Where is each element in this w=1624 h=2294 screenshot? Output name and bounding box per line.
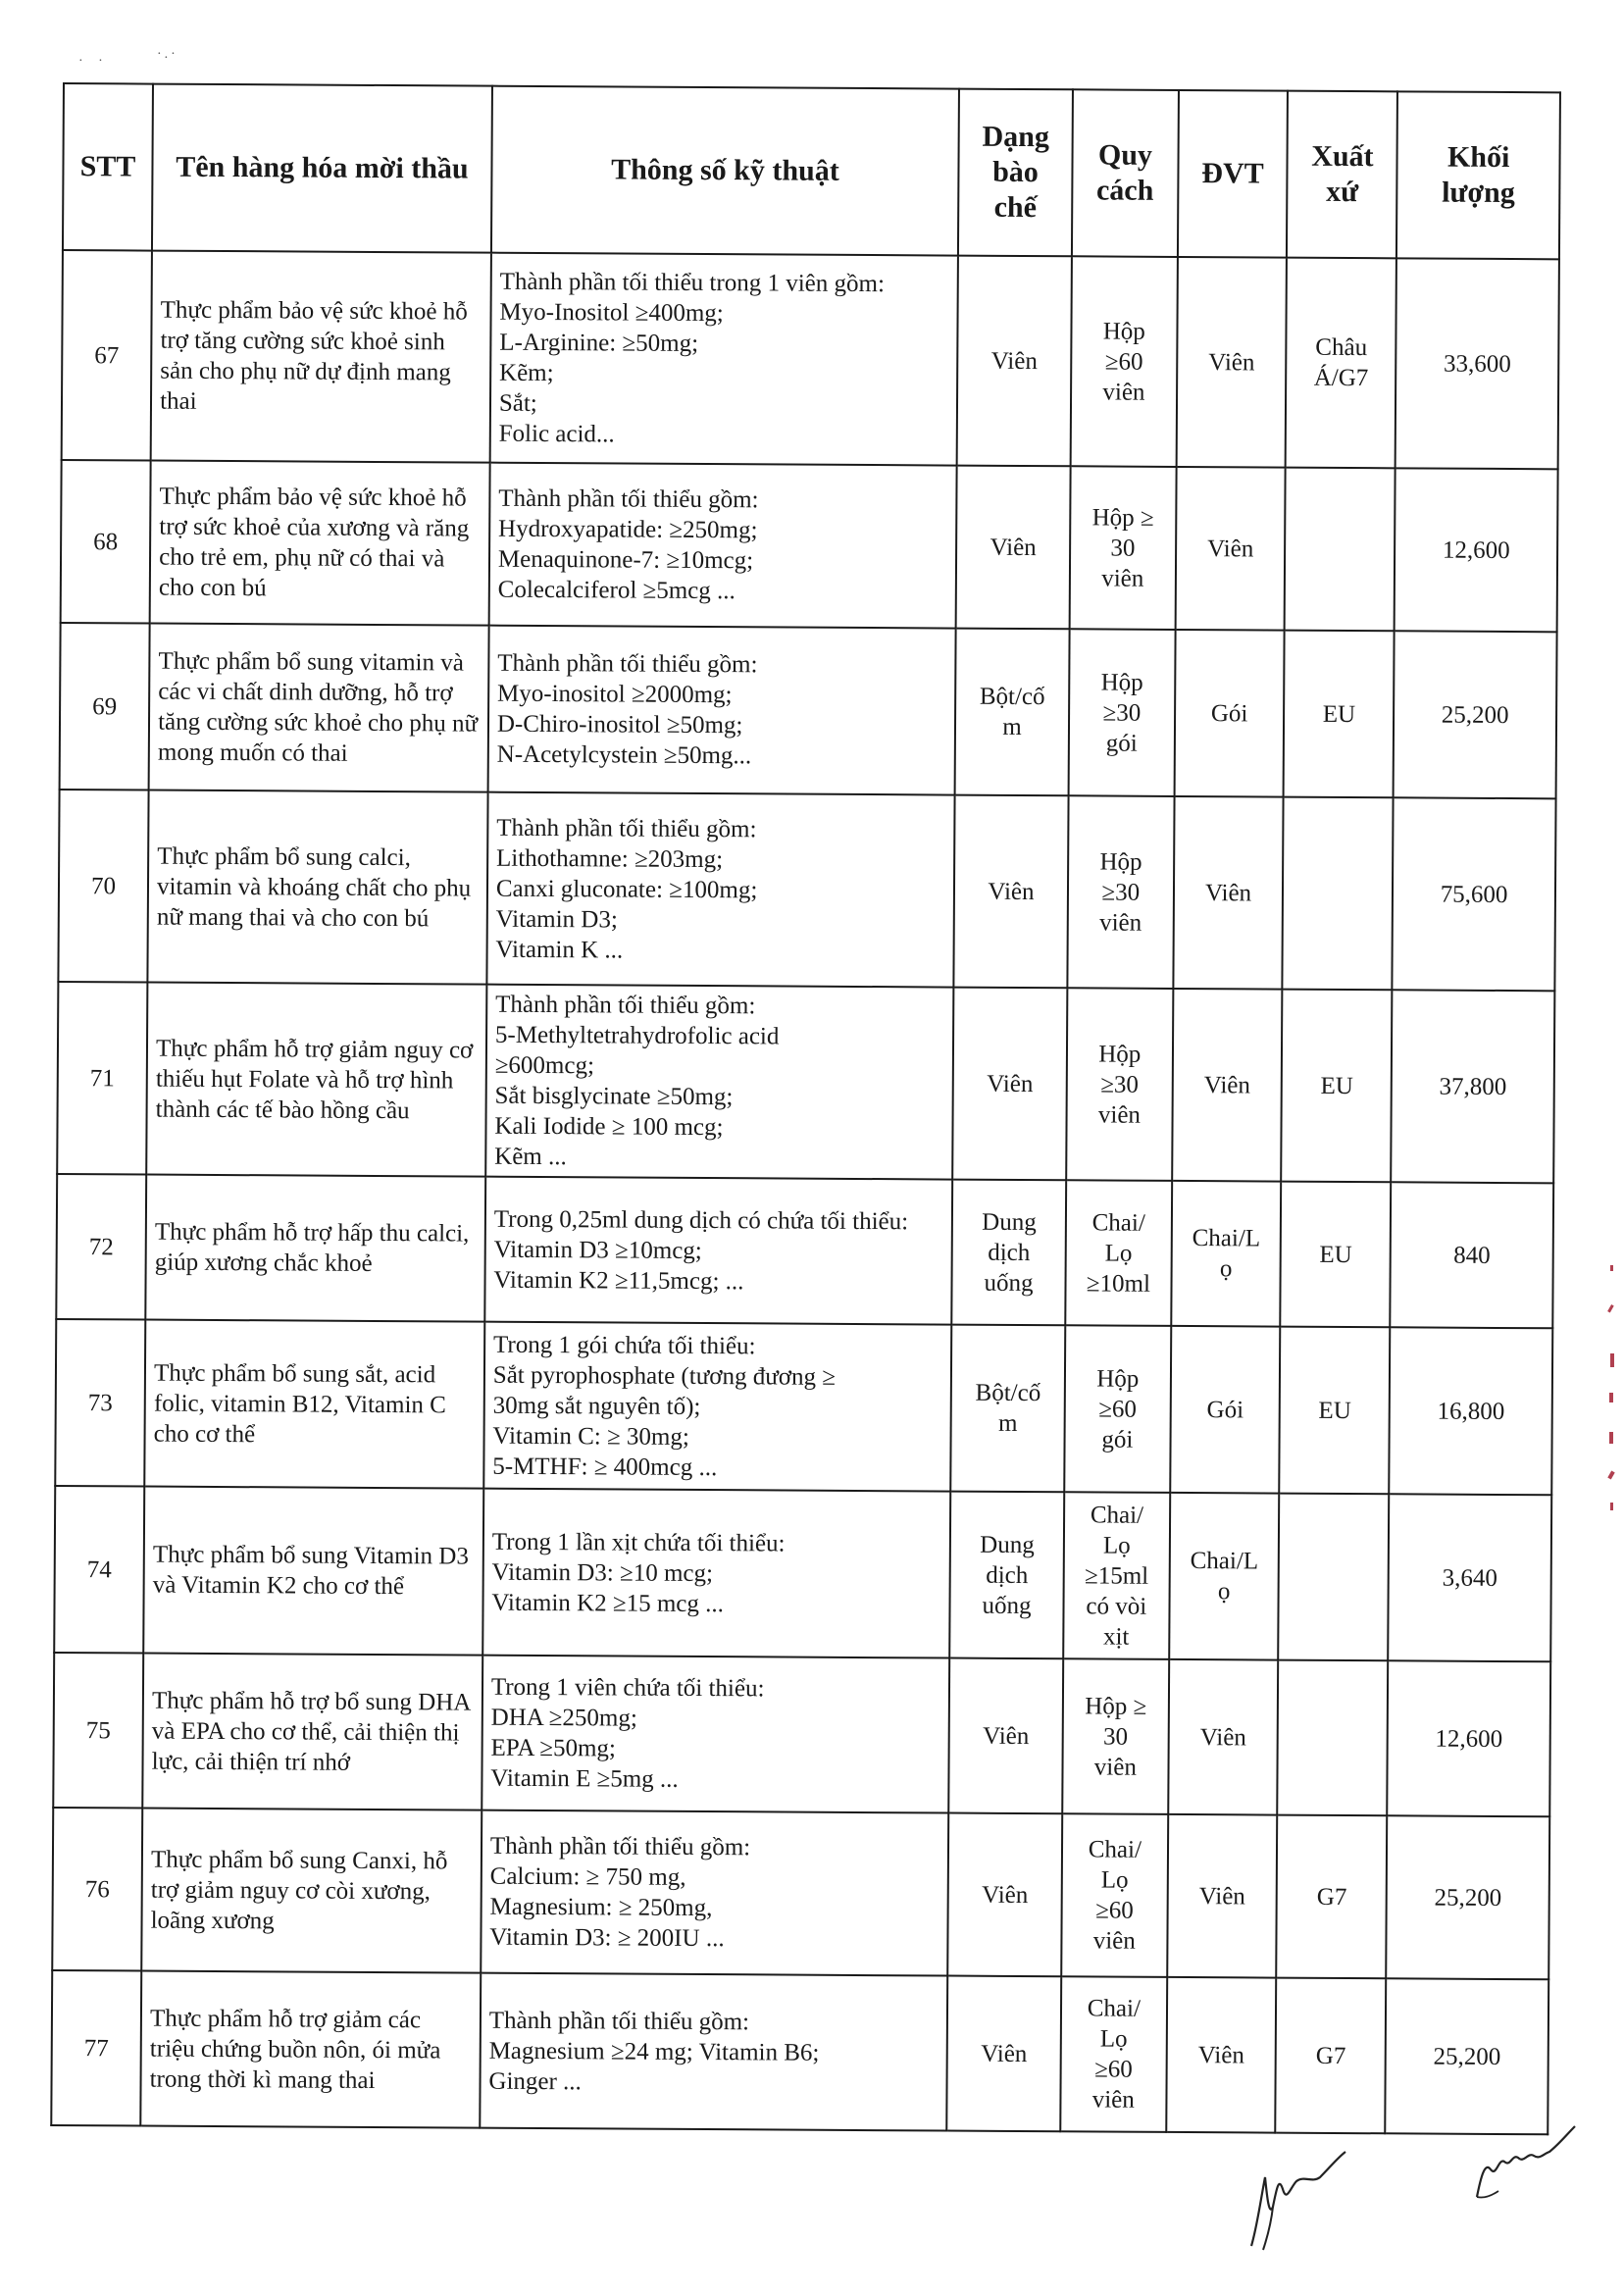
row-pack: Hộp ≥60 gói <box>1064 1325 1171 1493</box>
row-spec: Trong 1 gói chứa tối thiểu: Sắt pyrophosphate (tương đương ≥ 30mg sắt nguyên tố); Vitamin C: ≥ 30mg; 5-MTHF: ≥ 400mcg ... <box>483 1322 951 1492</box>
row-unit: Viên <box>1166 1977 1277 2133</box>
header-stt: STT <box>63 83 153 251</box>
row-form: Dung dịch uống <box>951 1180 1066 1326</box>
row-pack: Chai/ Lọ ≥60 viên <box>1061 1813 1168 1977</box>
row-stt: 68 <box>61 460 151 624</box>
row-stt: 71 <box>57 982 147 1175</box>
row-spec: Trong 1 lần xịt chứa tối thiểu: Vitamin D3: ≥10 mcg; Vitamin K2 ≥15 mcg ... <box>482 1489 950 1658</box>
row-unit: Chai/L ọ <box>1169 1493 1280 1660</box>
row-unit: Viên <box>1172 989 1283 1182</box>
row-item-name: Thực phẩm hỗ trợ bổ sung DHA và EPA cho cơ thể, cải thiện thị lực, cải thiện trí nhớ <box>142 1654 482 1810</box>
row-origin: EU <box>1280 1327 1391 1495</box>
row-form: Viên <box>947 1813 1062 1977</box>
row-pack: Hộp ≥30 gói <box>1069 629 1176 796</box>
row-form: Viên <box>953 795 1068 989</box>
header-origin: Xuất xứ <box>1287 91 1397 259</box>
row-spec: Thành phần tối thiểu gồm: Myo-inositol ≥2000mg; D-Chiro-inositol ≥50mg; N-Acetylcystein ≥50mg... <box>487 626 955 795</box>
row-stt: 74 <box>54 1486 144 1654</box>
table-row <box>54 1486 1551 1661</box>
row-spec: Thành phần tối thiểu gồm: Hydroxyapatide: ≥250mg; Menaquinone-7: ≥10mcg; Colecalciferol ≥5mcg ... <box>489 463 957 629</box>
row-origin: EU <box>1284 631 1395 798</box>
row-form: Bột/cố m <box>955 629 1070 796</box>
row-spec: Thành phần tối thiểu gồm: 5-Methyltetrahydrofolic acid ≥600mcg; Sắt bisglycinate ≥50mg; Kali Iodide ≥ 100 mcg; Kẽm ... <box>485 985 953 1180</box>
header-name: Tên hàng hóa mời thầu <box>152 84 492 253</box>
row-unit: Viên <box>1175 467 1286 631</box>
signature-1 <box>1243 2148 1351 2256</box>
row-origin <box>1279 1494 1390 1661</box>
row-item-name: Thực phẩm bổ sung calci, vitamin và khoáng chất cho phụ nữ mang thai và cho con bú <box>147 790 487 985</box>
row-unit: Chai/L ọ <box>1171 1181 1282 1327</box>
row-quantity: 25,200 <box>1394 631 1557 798</box>
row-origin <box>1283 797 1394 991</box>
row-pack: Hộp ≥30 viên <box>1066 988 1173 1181</box>
row-pack: Hộp ≥ 30 viên <box>1062 1658 1169 1814</box>
table-header-row <box>63 83 1560 259</box>
row-origin <box>1278 1660 1389 1816</box>
row-stt: 73 <box>55 1319 145 1487</box>
table-row <box>61 460 1558 632</box>
row-pack: Chai/ Lọ ≥15ml có vòi xịt <box>1063 1492 1170 1659</box>
row-quantity: 25,200 <box>1386 1978 1549 2134</box>
row-spec: Trong 1 viên chứa tối thiểu: DHA ≥250mg; EPA ≥50mg; Vitamin E ≥5mg ... <box>482 1656 949 1813</box>
row-origin: EU <box>1281 1182 1392 1328</box>
row-unit: Viên <box>1167 1814 1278 1978</box>
row-form: Bột/cố m <box>950 1325 1065 1493</box>
row-origin: Châu Á/G7 <box>1286 258 1396 469</box>
table-row <box>52 1808 1549 1979</box>
table-row <box>53 1653 1550 1816</box>
row-item-name: Thực phẩm bảo vệ sức khoẻ hỗ trợ sức khoẻ của xương và răng cho trẻ em, phụ nữ có thai và cho con bú <box>150 461 490 626</box>
table-row <box>55 1319 1552 1495</box>
row-form: Viên <box>957 256 1072 467</box>
row-stt: 75 <box>53 1653 143 1809</box>
row-stt: 67 <box>62 250 152 461</box>
row-spec: Thành phần tối thiểu trong 1 viên gồm: Myo-Inositol ≥400mg; L-Arginine: ≥50mg; Kẽm; Sắt; Folic acid... <box>490 253 959 466</box>
table-row <box>60 623 1557 798</box>
row-stt: 72 <box>56 1174 146 1320</box>
row-item-name: Thực phẩm hỗ trợ giảm nguy cơ thiếu hụt Folate và hỗ trợ hình thành các tế bào hồng cầu <box>146 983 486 1177</box>
row-unit: Viên <box>1176 257 1287 468</box>
row-spec: Trong 0,25ml dung dịch có chứa tối thiểu: Vitamin D3 ≥10mcg; Vitamin K2 ≥11,5mcg; ... <box>484 1177 952 1325</box>
table-row <box>62 250 1559 469</box>
stamp-edge-marks <box>1604 1246 1620 1520</box>
table-row <box>51 1970 1548 2134</box>
row-pack: Chai/ Lọ ≥10ml <box>1065 1180 1172 1326</box>
row-form: Viên <box>952 988 1067 1181</box>
row-stt: 70 <box>58 790 148 983</box>
signature-2 <box>1471 2118 1579 2207</box>
table-row <box>58 790 1555 991</box>
scan-speck: ·.· <box>157 47 178 62</box>
row-pack: Chai/ Lọ ≥60 viên <box>1060 1976 1167 2132</box>
row-item-name: Thực phẩm hỗ trợ hấp thu calci, giúp xương chắc khoẻ <box>145 1175 485 1322</box>
row-quantity: 16,800 <box>1390 1327 1553 1495</box>
row-spec: Thành phần tối thiểu gồm: Magnesium ≥24 mg; Vitamin B6; Ginger ... <box>480 1973 947 2131</box>
row-origin: G7 <box>1276 1978 1387 2134</box>
row-unit: Viên <box>1168 1659 1279 1815</box>
header-form: Dạng bào chế <box>958 89 1073 257</box>
row-item-name: Thực phẩm bổ sung Canxi, hỗ trợ giảm nguy cơ còi xương, loãng xương <box>141 1809 482 1973</box>
header-qty: Khối lượng <box>1396 91 1560 259</box>
row-quantity: 840 <box>1391 1182 1554 1328</box>
row-origin <box>1285 468 1396 632</box>
scan-speck: · · <box>78 54 109 69</box>
row-quantity: 12,600 <box>1388 1660 1551 1816</box>
row-quantity: 37,800 <box>1391 990 1554 1183</box>
row-form: Viên <box>956 466 1071 630</box>
row-form: Viên <box>948 1658 1063 1814</box>
row-item-name: Thực phẩm bảo vệ sức khoẻ hỗ trợ tăng cường sức khoẻ sinh sản cho phụ nữ dự định mang thai <box>151 251 491 463</box>
row-pack: Hộp ≥60 viên <box>1071 256 1178 467</box>
row-unit: Gói <box>1174 630 1285 797</box>
table-row <box>57 982 1554 1183</box>
row-stt: 69 <box>60 623 150 790</box>
bid-items-table <box>50 82 1561 2135</box>
row-form: Dung dịch uống <box>949 1492 1064 1659</box>
row-item-name: Thực phẩm bổ sung Vitamin D3 và Vitamin K2 cho cơ thể <box>143 1487 483 1656</box>
row-origin: EU <box>1282 990 1393 1183</box>
row-origin: G7 <box>1277 1815 1388 1979</box>
row-quantity: 75,600 <box>1393 797 1556 991</box>
row-unit: Viên <box>1173 796 1284 990</box>
row-spec: Thành phần tối thiểu gồm: Lithothamne: ≥203mg; Canxi gluconate: ≥100mg; Vitamin D3; Vitamin K ... <box>486 792 954 988</box>
row-item-name: Thực phẩm hỗ trợ giảm các triệu chứng buồn nôn, ói mửa trong thời kì mang thai <box>140 1971 481 2128</box>
row-stt: 77 <box>51 1970 141 2126</box>
row-pack: Hộp ≥30 viên <box>1067 795 1174 989</box>
row-pack: Hộp ≥ 30 viên <box>1070 466 1177 630</box>
row-unit: Gói <box>1170 1326 1281 1494</box>
row-form: Viên <box>946 1976 1061 2132</box>
header-pack: Quy cách <box>1072 89 1179 257</box>
row-item-name: Thực phẩm bổ sung sắt, acid folic, vitamin B12, Vitamin C cho cơ thể <box>144 1320 484 1489</box>
row-spec: Thành phần tối thiểu gồm: Calcium: ≥ 750 mg, Magnesium: ≥ 250mg, Vitamin D3: ≥ 200IU ... <box>481 1810 948 1976</box>
row-quantity: 25,200 <box>1386 1815 1549 1979</box>
row-quantity: 12,600 <box>1395 468 1558 632</box>
row-item-name: Thực phẩm bổ sung vitamin và các vi chất dinh dưỡng, hỗ trợ tăng cường sức khoẻ cho phụ nữ mong muốn có thai <box>149 624 489 792</box>
header-unit: ĐVT <box>1178 90 1289 258</box>
row-quantity: 3,640 <box>1388 1494 1551 1661</box>
header-spec: Thông số kỹ thuật <box>491 86 959 256</box>
row-stt: 76 <box>52 1808 142 1971</box>
table-row <box>56 1174 1553 1328</box>
row-quantity: 33,600 <box>1396 258 1559 469</box>
